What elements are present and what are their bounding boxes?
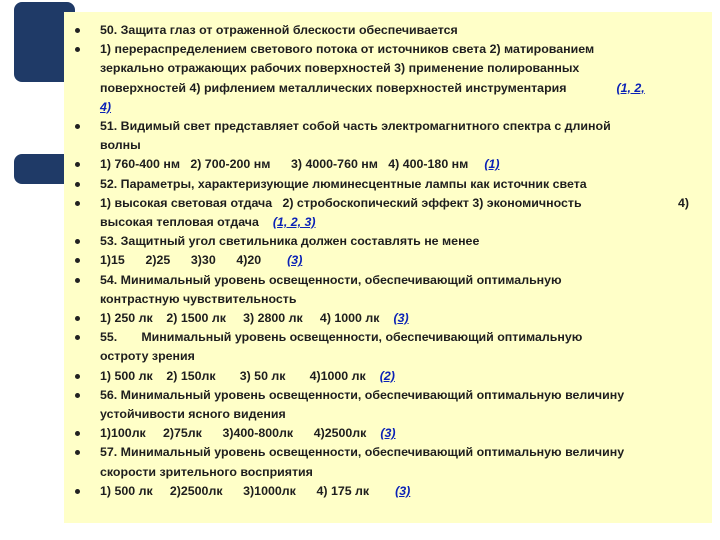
bullet-icon — [75, 239, 80, 244]
answer-options-text: 1) 500 лк 2)2500лк 3)1000лк 4) 175 лк — [100, 483, 370, 498]
question-text: скорости зрительного восприятия — [100, 464, 313, 479]
correct-answer: (1, 2, 3) — [272, 215, 316, 230]
bullet-icon — [75, 450, 80, 455]
answer-options-text: 1) перераспределением светового потока от источников света 2) матированием — [100, 42, 595, 57]
answer-options-line — [100, 424, 689, 443]
question-text: 55. Минимальный уровень освещенности, обеспечивающий оптимальную — [100, 330, 583, 345]
correct-answer: (3) — [287, 253, 303, 268]
list-item — [74, 21, 689, 40]
bullet-icon — [75, 316, 80, 321]
question-text: волны — [100, 138, 141, 153]
list-item — [74, 117, 689, 155]
answer-options-text: 1) высокая световая отдача 2) стробоскопический эффект 3) экономичность — [100, 195, 582, 210]
correct-answer: 4) — [100, 99, 112, 114]
answer-options-line — [100, 155, 689, 174]
list-item — [74, 194, 689, 232]
bullet-icon — [75, 182, 80, 187]
answer-options-line — [100, 309, 689, 328]
answer-options-text: 1) 250 лк 2) 1500 лк 3) 2800 лк 4) 1000 лк — [100, 311, 380, 326]
answer-options-text: 1)100лк 2)75лк 3)400-800лк 4)2500лк — [100, 426, 367, 441]
correct-answer: (3) — [395, 483, 411, 498]
bullet-icon — [75, 201, 80, 206]
list-item — [74, 155, 689, 174]
question-text: 53. Защитный угол светильника должен составлять не менее — [100, 234, 480, 249]
answer-options-text: 1) 500 лк 2) 150лк 3) 50 лк 4)1000 лк — [100, 368, 366, 383]
question-text: 57. Минимальный уровень освещенности, обеспечивающий оптимальную величину — [100, 445, 625, 460]
question-text: контрастную чувствительность — [100, 291, 297, 306]
list-item — [74, 271, 689, 309]
list-item — [74, 328, 689, 366]
correct-answer: (3) — [380, 426, 396, 441]
list-item — [74, 175, 689, 194]
list-item — [74, 424, 689, 443]
answer-options-text: 1)15 2)25 3)30 4)20 — [100, 253, 262, 268]
question-text: 51. Видимый свет представляет собой часть электромагнитного спектра с длиной — [100, 119, 611, 134]
answer-options-text: зеркально отражающих рабочих поверхностей 3) применение полированных — [100, 61, 580, 76]
bullet-icon — [75, 278, 80, 283]
correct-answer: (1) — [484, 157, 500, 172]
list-item — [74, 482, 689, 501]
question-text: 50. Защита глаз от отраженной блескости обеспечивается — [100, 23, 458, 37]
bullet-icon — [75, 374, 80, 379]
list-item — [74, 367, 689, 386]
bullet-icon — [75, 162, 80, 167]
answer-options-line — [100, 79, 689, 98]
bullet-icon — [75, 335, 80, 340]
correct-answer: (3) — [393, 311, 409, 326]
answer-options-line — [100, 194, 689, 213]
bullet-icon — [75, 489, 80, 494]
bullet-icon — [75, 47, 80, 52]
question-text: устойчивости ясного видения — [100, 407, 286, 422]
bullet-icon — [75, 393, 80, 398]
answer-options-line — [100, 367, 689, 386]
bullet-icon — [75, 431, 80, 436]
bullet-icon — [75, 258, 80, 263]
list-item — [74, 309, 689, 328]
list-item — [74, 232, 689, 251]
answer-options-text: высокая тепловая отдача — [100, 215, 259, 230]
question-text: остроту зрения — [100, 349, 195, 364]
answer-options-text: 4) — [677, 195, 689, 210]
bullet-icon — [75, 124, 80, 129]
question-text: 52. Параметры, характеризующие люминесцентные лампы как источник света — [100, 176, 587, 191]
question-list — [74, 21, 689, 501]
list-item — [74, 443, 689, 481]
answer-options-text: 1) 760-400 нм 2) 700-200 нм 3) 4000-760 нм 4) 400-180 нм — [100, 157, 469, 172]
correct-answer: (1, 2, — [616, 80, 645, 95]
list-item — [74, 251, 689, 270]
question-text: 54. Минимальный уровень освещенности, обеспечивающий оптимальную — [100, 272, 562, 287]
answer-options-line — [100, 251, 689, 270]
correct-answer: (2) — [379, 368, 395, 383]
bullet-icon — [75, 28, 80, 33]
answer-options-line — [100, 482, 689, 501]
list-item — [74, 386, 689, 424]
answer-options-text: поверхностей 4) рифлением металлических поверхностей инструментария — [100, 80, 567, 95]
list-item — [74, 40, 689, 117]
answer-options-line — [100, 213, 689, 232]
question-text: 56. Минимальный уровень освещенности, обеспечивающий оптимальную величину — [100, 387, 625, 402]
